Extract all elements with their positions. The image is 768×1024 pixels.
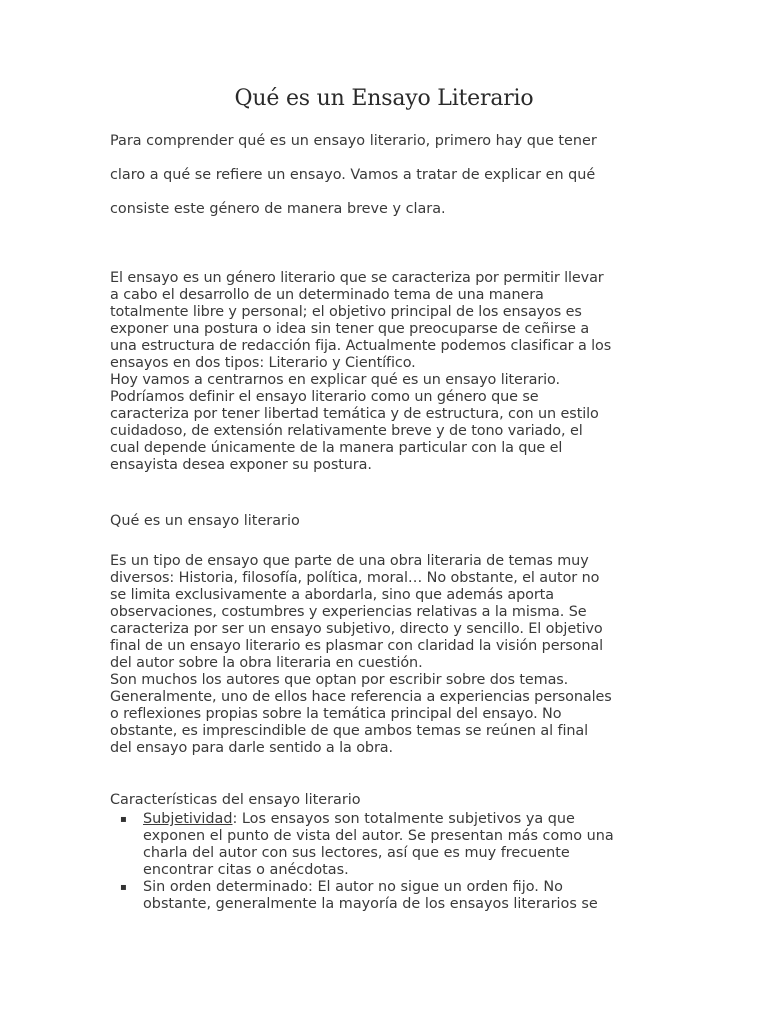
paragraph-line: Es un tipo de ensayo que parte de una obra literaria de temas muy	[110, 553, 589, 569]
bullet-text: : El autor no sigue un orden fijo. No	[308, 879, 563, 895]
paragraph-definition	[110, 270, 670, 474]
bullet-text: : Los ensayos son totalmente subjetivos ya que	[232, 811, 575, 827]
square-bullet-icon: ▪	[120, 882, 127, 893]
term-sin-orden: Sin orden determinado	[143, 879, 309, 895]
paragraph-line: El ensayo es un género literario que se caracteriza por permitir llevar	[110, 270, 604, 286]
paragraph-line: Generalmente, uno de ellos hace referencia a experiencias personales	[110, 689, 612, 705]
bullet-text: encontrar citas o anécdotas.	[143, 862, 349, 878]
paragraph-line: ensayos en dos tipos: Literario y Científico.	[110, 355, 416, 371]
section-heading-what-is: Qué es un ensayo literario	[110, 513, 300, 529]
term-subjetividad: Subjetividad	[143, 811, 233, 827]
paragraph-line: diversos: Historia, filosofía, política, moral… No obstante, el autor no	[110, 570, 600, 586]
paragraph-line: obstante, es imprescindible de que ambos temas se reúnen al final	[110, 723, 588, 739]
bullet-text: obstante, generalmente la mayoría de los ensayos literarios se	[143, 896, 598, 912]
list-item	[110, 811, 670, 879]
paragraph-line: observaciones, costumbres y experiencias relativas a la misma. Se	[110, 604, 587, 620]
intro-line-1: Para comprender qué es un ensayo literario, primero hay que tener	[110, 133, 597, 149]
paragraph-line: cuidadoso, de extensión relativamente breve y de tono variado, el	[110, 423, 583, 439]
square-bullet-icon: ▪	[120, 814, 127, 825]
bullet-text: charla del autor con sus lectores, así que es muy frecuente	[143, 845, 570, 861]
paragraph-literary-essay	[110, 553, 670, 757]
intro-line-2: claro a qué se refiere un ensayo. Vamos a tratar de explicar en qué	[110, 167, 596, 183]
paragraph-line: ensayista desea exponer su postura.	[110, 457, 372, 473]
paragraph-line: del autor sobre la obra literaria en cuestión.	[110, 655, 423, 671]
intro-line-3: consiste este género de manera breve y clara.	[110, 201, 446, 217]
bullet-text: exponen el punto de vista del autor. Se presentan más como una	[143, 828, 614, 844]
paragraph-line: final de un ensayo literario es plasmar con claridad la visión personal	[110, 638, 604, 654]
paragraph-line: totalmente libre y personal; el objetivo principal de los ensayos es	[110, 304, 582, 320]
paragraph-line: una estructura de redacción fija. Actualmente podemos clasificar a los	[110, 338, 612, 354]
paragraph-line: del ensayo para darle sentido a la obra.	[110, 740, 393, 756]
paragraph-line: Son muchos los autores que optan por escribir sobre dos temas.	[110, 672, 569, 688]
paragraph-line: o reflexiones propias sobre la temática principal del ensayo. No	[110, 706, 562, 722]
document-title: Qué es un Ensayo Literario	[234, 86, 534, 111]
paragraph-line: cual depende únicamente de la manera particular con la que el	[110, 440, 563, 456]
paragraph-line: a cabo el desarrollo de un determinado tema de una manera	[110, 287, 544, 303]
section-heading-characteristics: Características del ensayo literario	[110, 792, 361, 808]
paragraph-line: caracteriza por tener libertad temática y de estructura, con un estilo	[110, 406, 599, 422]
paragraph-line: caracteriza por ser un ensayo subjetivo, directo y sencillo. El objetivo	[110, 621, 603, 637]
characteristics-list	[110, 811, 670, 913]
paragraph-line: se limita exclusivamente a abordarla, sino que además aporta	[110, 587, 554, 603]
paragraph-line: Podríamos definir el ensayo literario como un género que se	[110, 389, 539, 405]
paragraph-line: exponer una postura o idea sin tener que preocuparse de ceñirse a	[110, 321, 590, 337]
list-item	[110, 879, 670, 913]
paragraph-line: Hoy vamos a centrarnos en explicar qué es un ensayo literario.	[110, 372, 560, 388]
